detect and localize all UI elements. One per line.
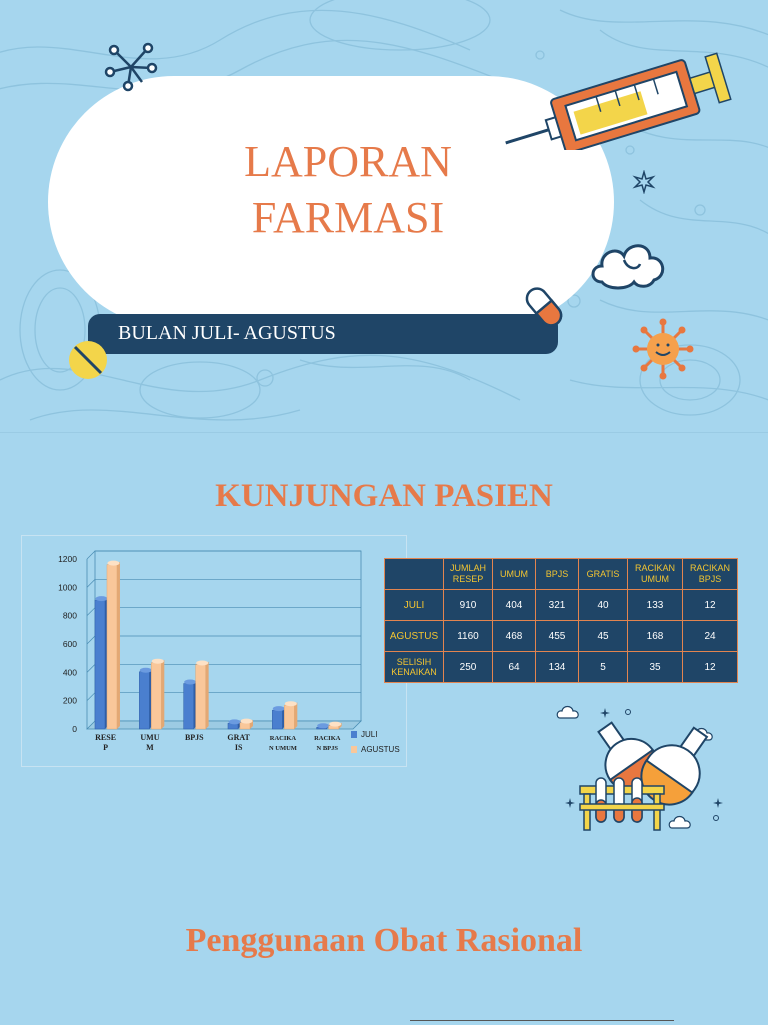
table-cell: 168 — [628, 621, 683, 652]
table-cell: 321 — [536, 590, 579, 621]
bar-side-agustus — [294, 702, 297, 729]
bar-top-juli — [317, 723, 329, 728]
x-tick-label: M — [146, 743, 154, 752]
bar-top-juli — [95, 596, 107, 601]
slide-subtitle: BULAN JULI- AGUSTUS — [118, 322, 336, 344]
bar-agustus — [240, 723, 250, 729]
table-header-cell: RACIKAN UMUM — [628, 559, 683, 590]
table-cell: 910 — [444, 590, 493, 621]
cloud-icon — [588, 236, 672, 292]
table-cell: 133 — [628, 590, 683, 621]
legend-label-agustus: AGUSTUS — [361, 745, 400, 754]
bar-top-juli — [273, 706, 285, 711]
table-cell: 1160 — [444, 621, 493, 652]
table-cell: 12 — [683, 590, 738, 621]
y-tick-label: 600 — [62, 639, 77, 649]
legend-label-juli: JULI — [361, 730, 378, 739]
title-line-1: LAPORAN — [244, 137, 452, 186]
virus-icon — [632, 318, 694, 380]
next-table-top-edge — [410, 1020, 674, 1025]
y-tick-label: 1200 — [58, 554, 77, 564]
x-tick-label: RACIKA — [269, 735, 297, 742]
table-cell: 5 — [579, 652, 628, 683]
syringe-icon — [486, 38, 736, 150]
table-cell: 134 — [536, 652, 579, 683]
section-title-kunjungan: KUNJUNGAN PASIEN — [215, 478, 553, 514]
bar-agustus — [284, 705, 294, 729]
x-tick-label: P — [103, 743, 109, 752]
x-tick-label: IS — [234, 743, 243, 752]
bar-top-juli — [184, 680, 196, 685]
table-cell: 24 — [683, 621, 738, 652]
bar-juli — [184, 684, 194, 729]
visit-data-table — [384, 558, 738, 683]
title-line-2: FARMASI — [251, 193, 445, 242]
table-cell: 12 — [683, 652, 738, 683]
bar-side-agustus — [161, 660, 164, 729]
y-tick-label: 800 — [62, 610, 77, 621]
pill-icon — [67, 340, 109, 380]
y-tick-label: 200 — [62, 695, 77, 706]
table-header-row — [385, 559, 738, 590]
bar-juli — [139, 672, 149, 729]
x-tick-label: N UMUM — [268, 745, 297, 752]
x-tick-label: GRAT — [227, 733, 250, 742]
bar-chart — [21, 535, 405, 765]
table-cell: 404 — [493, 590, 536, 621]
x-tick-label: UMU — [140, 733, 160, 742]
snowflake-molecule-icon — [104, 42, 158, 92]
bar-agustus — [196, 665, 206, 729]
y-tick-label: 0 — [72, 724, 77, 734]
table-header-cell: JUMLAH RESEP — [444, 559, 493, 590]
capsule-icon — [522, 282, 566, 332]
table-header-cell — [385, 559, 444, 590]
bar-side-agustus — [117, 562, 120, 729]
table-cell: 40 — [579, 590, 628, 621]
table-row-label: SELISIH KENAIKAN — [385, 652, 444, 683]
bar-top-agustus — [240, 719, 252, 724]
title-slide — [0, 0, 768, 432]
x-tick-label: N BPJS — [316, 745, 339, 752]
table-cell: 45 — [579, 621, 628, 652]
table-cell: 250 — [444, 652, 493, 683]
bar-top-agustus — [329, 722, 341, 727]
table-header-cell: BPJS — [536, 559, 579, 590]
table-row — [385, 590, 738, 621]
x-tick-label: BPJS — [184, 733, 204, 742]
x-tick-label: RESE — [95, 733, 117, 742]
y-tick-label: 1000 — [58, 582, 77, 593]
sparkle-icon — [632, 170, 656, 194]
slide-divider — [0, 432, 768, 433]
bar-side-agustus — [206, 662, 209, 729]
table-cell: 64 — [493, 652, 536, 683]
table-cell: 455 — [536, 621, 579, 652]
table-cell: 35 — [628, 652, 683, 683]
bar-agustus — [107, 565, 117, 729]
table-header-cell: GRATIS — [579, 559, 628, 590]
table-header-cell: UMUM — [493, 559, 536, 590]
bar-top-juli — [228, 719, 240, 724]
bar-top-agustus — [285, 701, 297, 706]
slide-title — [48, 134, 648, 246]
bar-juli — [95, 600, 105, 729]
table-row-label: AGUSTUS — [385, 621, 444, 652]
table-header-cell: RACIKAN BPJS — [683, 559, 738, 590]
section-title-obat-rasional: Penggunaan Obat Rasional — [185, 922, 583, 959]
table-row-label: JULI — [385, 590, 444, 621]
x-tick-label: RACIKA — [314, 735, 341, 742]
table-cell: 468 — [493, 621, 536, 652]
bar-top-agustus — [152, 659, 164, 664]
bar-top-agustus — [107, 561, 119, 566]
bar-top-juli — [140, 668, 152, 673]
table-row — [385, 652, 738, 683]
bar-agustus — [151, 663, 161, 729]
bar-juli — [272, 710, 282, 729]
bar-top-agustus — [196, 661, 208, 666]
legend-swatch-juli — [351, 731, 357, 738]
chemistry-flasks-icon — [548, 700, 738, 840]
y-tick-label: 400 — [62, 667, 77, 678]
table-row — [385, 621, 738, 652]
legend-swatch-agustus — [351, 746, 357, 753]
